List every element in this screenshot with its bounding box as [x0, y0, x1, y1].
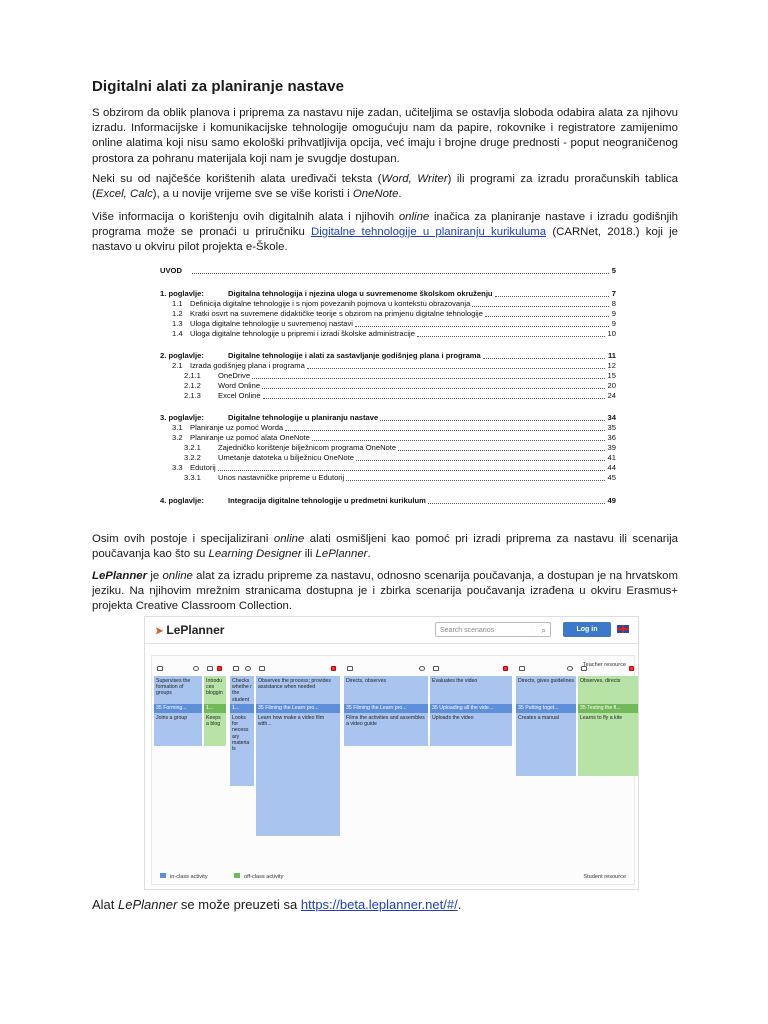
teacher-resource-label: Teacher resource — [582, 662, 626, 668]
text: se može preuzeti sa — [177, 897, 301, 912]
teacher-activity-text: Observes the process; provides assistance when needed — [258, 678, 331, 691]
toc-row — [160, 309, 616, 319]
teacher-activity-text: Evaluates the video — [432, 678, 478, 684]
text-italic: LePlanner — [118, 897, 178, 912]
activity-band[interactable]: 35 Testing the fl... — [578, 704, 638, 713]
activity-band[interactable]: 35 Putting toget... — [516, 704, 576, 713]
text: (CARNet, 2018.) koji je nastavo u okviru pilot projekta e-Škole. — [92, 226, 678, 254]
toc-entry-text: Unos nastavničke pripreme u Edutorij — [218, 473, 345, 482]
search-icon[interactable]: ⌕ — [541, 626, 546, 635]
toc-page-number: 36 — [607, 433, 616, 442]
activity-card[interactable] — [430, 676, 512, 746]
text: ), a u novije vrijeme sve se više koristi i — [152, 188, 353, 201]
toc-row — [160, 299, 616, 309]
toc-number: 3.3.1 — [184, 473, 201, 482]
toc-number: 1.3 — [172, 319, 183, 328]
in-class-legend-label: in-class activity — [170, 874, 208, 880]
toc-entry-text: Zajedničko korištenje bilježnicom programa OneNote — [218, 443, 397, 452]
toc-number: 2.1 — [172, 361, 183, 370]
toc-entry-text: Edutorij — [190, 463, 216, 472]
toc-number: 2.1.1 — [184, 371, 201, 380]
toc-page-number: 44 — [607, 463, 616, 472]
toc-dot-leader — [355, 319, 609, 327]
toc-number: 3. poglavlje: — [160, 413, 204, 422]
text-italic: online — [273, 533, 305, 545]
paragraph-intro: S obzirom da oblik planova i priprema za nastavu nije zadan, učiteljima se ostavlja sloboda odabira alata za njihovu izradu. Informacijske i komunikacijske tehnologije omogućuju nam da papire, rokovnike i registratore zamijenimo online alatima koji nisu samo ekološki prihvatljivija opcija, već imaju i brojne druge prednosti - poput neograničenog prostora za pohranu materijala koji nam je svugdje dostupan. — [92, 107, 678, 165]
login-button[interactable]: Log in — [563, 622, 611, 637]
text-italic: Learning Designer — [208, 548, 302, 561]
text: ) ili programi za izradu proračunskih tablica ( — [92, 173, 678, 201]
toc-row — [160, 463, 616, 473]
toc-page-number: 34 — [607, 413, 616, 422]
activity-card[interactable] — [230, 676, 254, 786]
toc-page-number: 9 — [611, 309, 616, 318]
toc-row — [160, 351, 616, 361]
student-resource-label: Student resource — [583, 874, 626, 880]
logo-text: LePlanner — [166, 623, 225, 637]
toc-page-number: 9 — [611, 319, 616, 328]
text: . — [398, 188, 402, 201]
toc-row — [160, 443, 616, 453]
text: Alat — [92, 897, 119, 912]
paragraph-download — [92, 896, 678, 914]
toc-dot-leader — [483, 351, 605, 359]
teacher-activity-text: Introdu ces bloggin — [206, 678, 223, 697]
toc-number: 2.1.2 — [184, 381, 201, 390]
toc-entry-text: Kratki osvrt na suvremene didaktičke teorije s obzirom na primjenu digitalne tehnologije — [190, 309, 483, 318]
paragraph-more-info — [92, 210, 678, 256]
activity-band[interactable]: 35 Forming... — [154, 704, 202, 713]
toc-dot-leader — [398, 443, 605, 451]
student-activity-text: Films the activities and assembles a video guide — [346, 715, 425, 728]
toc-row — [160, 453, 616, 463]
activity-band[interactable]: 1... — [204, 704, 226, 713]
toc-dot-leader — [428, 496, 605, 504]
activity-card[interactable] — [154, 676, 202, 746]
text-italic: LePlanner — [315, 548, 368, 561]
youtube-icon — [503, 666, 508, 671]
clock-icon — [245, 666, 251, 671]
handbook-link[interactable]: Digitalne tehnologije u planiranju kurikuluma — [311, 226, 547, 239]
toc-dot-leader — [252, 371, 605, 379]
device-icon — [259, 666, 265, 671]
toc-dot-leader — [312, 433, 605, 441]
toc-number: 4. poglavlje: — [160, 496, 204, 505]
paragraph-leplanner — [92, 569, 678, 615]
device-icon — [207, 666, 213, 671]
text: Osim ovih postoje i specijalizirani — [92, 533, 274, 545]
text: Više informacija o korištenju ovih digitalnih alata i njihovih — [92, 211, 399, 223]
toc-row — [160, 329, 616, 339]
toc-number: UVOD — [160, 266, 182, 275]
activity-card[interactable] — [256, 676, 340, 836]
text: ili — [301, 548, 316, 561]
toc-number: 1. poglavlje: — [160, 289, 204, 298]
toc-page-number: 12 — [607, 361, 616, 370]
page-title: Digitalni alati za planiranje nastave — [92, 78, 345, 95]
activity-band[interactable]: 35 Uploading all the vide... — [430, 704, 512, 713]
toc-number: 3.2.1 — [184, 443, 201, 452]
table-of-contents-image — [160, 262, 616, 514]
leplanner-screenshot — [144, 616, 639, 890]
text: alat za izradu pripreme za nastavu, odnosno scenarija poučavanja, a dostupan je na hrvatskom jeziku. Na njihovim mrežnim stranicama dostupna je i zbirka scenarija poučavanja izrađena u okviru Erasmus+ projekta Creative Classroom Collection. — [92, 570, 678, 613]
toc-entry-text: Izrada godišnjeg plana i programa — [190, 361, 305, 370]
toc-dot-leader — [380, 413, 605, 421]
toc-page-number: 41 — [607, 453, 616, 462]
activity-card[interactable] — [578, 676, 638, 776]
toc-dot-leader — [356, 453, 605, 461]
toc-entry-text: Integracija digitalne tehnologije u predmetni kurikulum — [228, 496, 426, 505]
search-placeholder: Search scenarios — [440, 627, 495, 634]
toc-dot-leader — [218, 463, 605, 471]
teacher-activity-text: Checks whethe r the student — [232, 678, 252, 703]
toc-dot-leader — [417, 329, 605, 337]
toc-dot-leader — [472, 299, 609, 307]
toc-dot-leader — [495, 289, 609, 297]
toc-row — [160, 361, 616, 371]
toc-entry-text: Planiranje uz pomoć Worda — [190, 423, 284, 432]
activity-card[interactable] — [344, 676, 428, 746]
activity-card[interactable] — [516, 676, 576, 776]
activity-card[interactable] — [204, 676, 226, 746]
toc-dot-leader — [346, 473, 605, 481]
device-icon — [157, 666, 163, 671]
toc-entry-text: Uloga digitalne tehnologije u pripremi i izradi školske administracije — [190, 329, 415, 338]
toc-dot-leader — [192, 266, 609, 274]
activity-band[interactable]: 35 Filming the Learn pro... — [256, 704, 340, 713]
student-activity-text: Looks for necess ary materia ls — [232, 715, 250, 753]
text: Neki su od najčešće korištenih alata uređivači teksta ( — [92, 173, 382, 185]
logo-arrow-icon: ➤ — [155, 626, 164, 637]
device-icon — [233, 666, 239, 671]
device-icon — [581, 666, 587, 671]
toc-number: 2.1.3 — [184, 391, 201, 400]
text: . — [457, 897, 462, 912]
text-bold-italic: LePlanner — [92, 570, 148, 582]
clock-icon — [419, 666, 425, 671]
activity-band[interactable]: 35 Filming the Learn pro... — [344, 704, 428, 713]
toc-entry-text: Digitalna tehnologija i njezina uloga u suvremenome školskom okruženju — [228, 289, 493, 298]
student-activity-text: Keeps a blog — [206, 715, 221, 728]
teacher-activity-text: Supervises the formation of groups — [156, 678, 191, 697]
toc-entry-text: Digitalne tehnologije u planiranju nastave — [228, 413, 379, 422]
toc-row — [160, 266, 616, 276]
toc-number: 3.2.2 — [184, 453, 201, 462]
toc-row — [160, 496, 616, 506]
toc-dot-leader — [285, 423, 605, 431]
toc-row — [160, 433, 616, 443]
leplanner-url-link[interactable]: https://beta.leplanner.net/#/ — [300, 897, 458, 912]
device-icon — [519, 666, 525, 671]
text-italic: online — [162, 570, 193, 582]
toc-number: 3.2 — [172, 433, 183, 442]
youtube-icon — [629, 666, 634, 671]
toc-entry-text: Uloga digitalne tehnologije u suvremenoj nastavi — [190, 319, 353, 328]
toc-dot-leader — [485, 309, 609, 317]
youtube-icon — [331, 666, 336, 671]
teacher-activity-text: Observes, directs — [580, 678, 621, 684]
toc-entry-text: OneDrive — [218, 371, 251, 380]
toc-number: 3.1 — [172, 423, 183, 432]
toc-row — [160, 413, 616, 423]
toc-page-number: 7 — [611, 289, 616, 298]
search-input[interactable] — [435, 622, 551, 637]
clock-icon — [567, 666, 573, 671]
toc-page-number: 20 — [607, 381, 616, 390]
toc-number: 1.4 — [172, 329, 183, 338]
toc-page-number: 15 — [607, 371, 616, 380]
text: je — [147, 570, 163, 582]
student-activity-text: Creates a manual — [518, 715, 559, 721]
text: . — [367, 548, 371, 561]
scenario-board — [151, 655, 635, 885]
text: alati osmišljeni kao pomoć pri izradi priprema za nastavu ili scenarija poučavanja kao što su — [92, 533, 678, 561]
paragraph-specialized — [92, 532, 678, 562]
toc-page-number: 39 — [607, 443, 616, 452]
toc-row — [160, 391, 616, 401]
toc-row — [160, 319, 616, 329]
clock-icon — [193, 666, 199, 671]
toc-dot-leader — [307, 361, 605, 369]
text-italic: OneNote — [352, 188, 399, 201]
toc-row — [160, 289, 616, 299]
toc-page-number: 24 — [607, 391, 616, 400]
teacher-activity-text: Directs, observes — [346, 678, 387, 684]
activity-band[interactable]: 1... — [230, 704, 254, 713]
toc-number: 1.1 — [172, 299, 183, 308]
toc-page-number: 35 — [607, 423, 616, 432]
toc-entry-text: Definicija digitalne tehnologije i s njom povezanih pojmova u kontekstu obrazovanja — [190, 299, 471, 308]
leplanner-logo — [155, 623, 224, 637]
off-class-legend-label: off-class activity — [244, 874, 284, 880]
toc-entry-text: Excel Online — [218, 391, 261, 400]
teacher-activity-text: Directs, gives guidelines — [518, 678, 574, 684]
toc-page-number: 8 — [611, 299, 616, 308]
student-activity-text: Joins a group — [156, 715, 188, 721]
leplanner-header — [145, 617, 638, 644]
student-activity-text: Learns to fly a kite — [580, 715, 623, 721]
toc-number: 2. poglavlje: — [160, 351, 204, 360]
in-class-legend-swatch — [160, 873, 166, 878]
toc-row — [160, 371, 616, 381]
toc-entry-text: Digitalne tehnologije i alati za sastavljanje godišnjeg plana i programa — [228, 351, 481, 360]
toc-page-number: 49 — [607, 496, 616, 505]
student-activity-text: Uploads the video — [432, 715, 474, 721]
device-icon — [433, 666, 439, 671]
text-italic: online — [398, 211, 430, 223]
toc-page-number: 5 — [611, 266, 616, 275]
toc-number: 3.3 — [172, 463, 183, 472]
off-class-legend-swatch — [234, 873, 240, 878]
toc-entry-text: Word Online — [218, 381, 261, 390]
toc-dot-leader — [263, 391, 605, 399]
student-activity-text: Learn how make a video film with... — [258, 715, 325, 728]
toc-number: 1.2 — [172, 309, 183, 318]
text-italic: Excel, Calc — [95, 188, 153, 201]
text-italic: Word, Writer — [381, 173, 448, 185]
toc-row — [160, 423, 616, 433]
uk-flag-icon[interactable] — [617, 625, 629, 633]
toc-entry-text: Planiranje uz pomoć alata OneNote — [190, 433, 310, 442]
toc-page-number: 45 — [607, 473, 616, 482]
youtube-icon — [217, 666, 222, 671]
toc-entry-text: Umetanje datoteka u bilježnicu OneNote — [218, 453, 354, 462]
toc-dot-leader — [262, 381, 605, 389]
device-icon — [347, 666, 353, 671]
toc-page-number: 11 — [607, 351, 616, 360]
toc-row — [160, 473, 616, 483]
toc-row — [160, 381, 616, 391]
toc-page-number: 10 — [607, 329, 616, 338]
paragraph-tools — [92, 172, 678, 202]
text: inačica za planiranje nastave i izradu godišnjih programa može se pronaći u priručniku — [92, 211, 678, 239]
